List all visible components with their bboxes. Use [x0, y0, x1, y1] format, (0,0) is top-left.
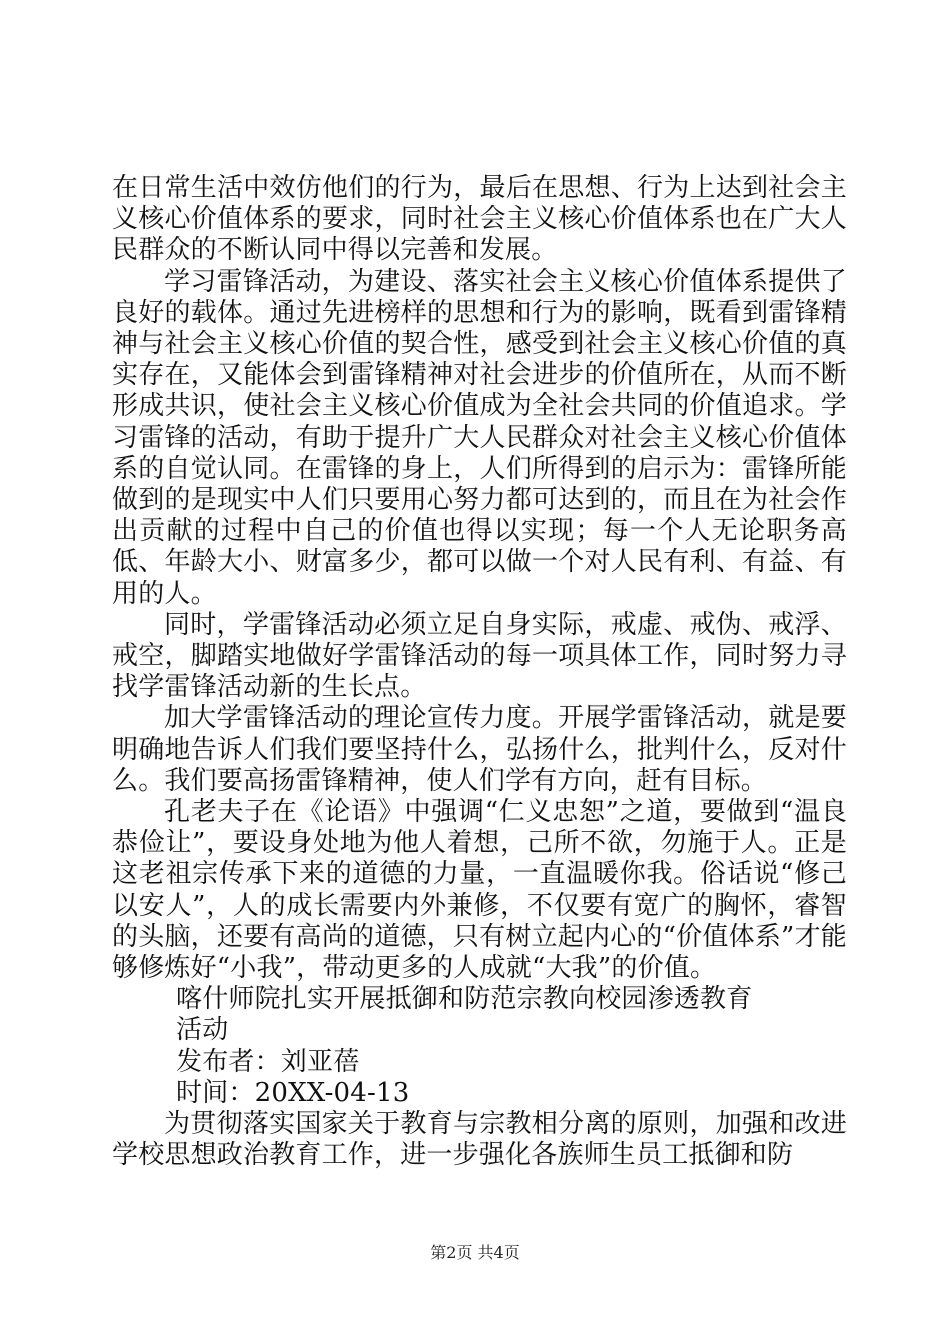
paragraph-continuation: 在日常生活中效仿他们的行为，最后在思想、行为上达到社会主义核心价值体系的要求，同时社会主义核心价值体系也在广大人民群众的不断认同中得以完善和发展。 — [112, 173, 847, 266]
article-intro: 为贯彻落实国家关于教育与宗教相分离的原则，加强和改进学校思想政治教育工作，进一步强化各族师生员工抵御和防 — [112, 1109, 847, 1171]
paragraph-publicity: 加大学雷锋活动的理论宣传力度。开展学雷锋活动，就是要明确地告诉人们我们要坚持什么，弘扬什么，批判什么，反对什么。我们要高扬雷锋精神，使人们学有方向，赶有目标。 — [112, 703, 847, 796]
article-publisher: 发布者：刘亚蓓 — [176, 1046, 360, 1077]
paragraph-practical: 同时，学雷锋活动必须立足自身实际，戒虚、戒伪、戒浮、戒空，脚踏实地做好学雷锋活动的每一项具体工作，同时努力寻找学雷锋活动新的生长点。 — [112, 609, 847, 703]
article-title-line1: 喀什师院扎实开展抵御和防范宗教向校园渗透教育 — [176, 984, 753, 1015]
article-title-line2: 活动 — [176, 1015, 229, 1046]
page-footer: 第2页 共4页 — [430, 1243, 520, 1262]
paragraph-confucius: 孔老夫子在《论语》中强调“仁义忠恕”之道，要做到“温良恭俭让”，要设身处地为他人着想，己所不欲，勿施于人。正是这老祖宗传承下来的道德的力量，一直温暖你我。俗话说“修己以安人”，人的成长需要内外兼修，不仅要有宽广的胸怀，睿智的头脑，还要有高尚的道德，只有树立起内心的“价值体系”才能够修炼好“小我”，带动更多的人成就“大我”的价值。 — [112, 797, 847, 984]
article-time: 时间：20XX-04-13 — [176, 1077, 410, 1108]
paragraph-lei-feng-carrier: 学习雷锋活动，为建设、落实社会主义核心价值体系提供了良好的载体。通过先进榜样的思想和行为的影响，既看到雷锋精神与社会主义核心价值的契合性，感受到社会主义核心价值的真实存在，又能体会到雷锋精神对社会进步的价值所在，从而不断形成共识，使社会主义核心价值成为全社会共同的价值追求。学习雷锋的活动，有助于提升广大人民群众对社会主义核心价值体系的自觉认同。在雷锋的身上，人们所得到的启示为：雷锋所能做到的是现实中人们只要用心努力都可达到的，而且在为社会作出贡献的过程中自己的价值也得以实现；每一个人无论职务高低、年龄大小、财富多少，都可以做一个对人民有利、有益、有用的人。 — [112, 266, 847, 609]
document-body — [112, 173, 847, 1172]
